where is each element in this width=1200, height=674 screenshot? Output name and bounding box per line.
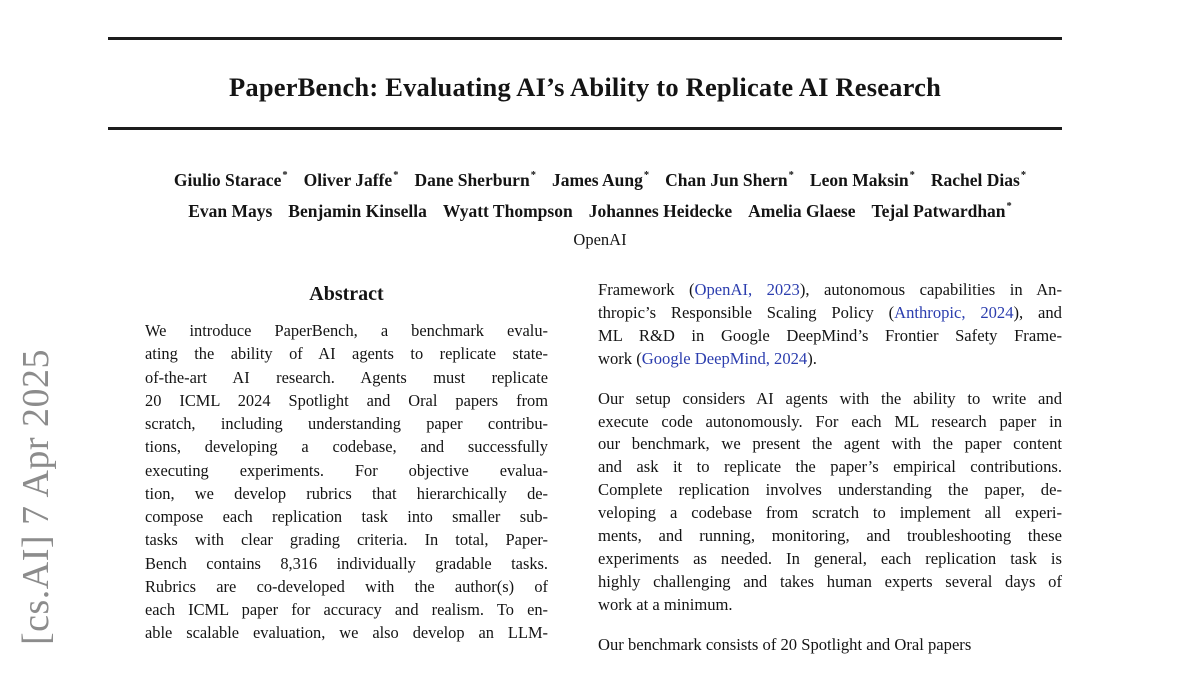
text-segment: able scalable evaluation, we also develop an LLM-	[145, 623, 548, 643]
author-row-1	[78, 163, 1122, 194]
citation-link[interactable]: Anthropic, 2024	[894, 302, 1014, 322]
text-line	[598, 411, 1062, 434]
author-name: Chan Jun Shern*	[665, 169, 794, 190]
author-footnote-mark: *	[1006, 200, 1012, 212]
text-segment: veloping a codebase from scratch to implement all experi-	[598, 503, 1062, 523]
text-segment: ments, and running, monitoring, and troubleshooting these	[598, 526, 1062, 546]
text-line	[145, 389, 548, 412]
text-segment: ), autonomous capabilities in An-	[799, 280, 1063, 299]
text-segment: thropic’s Responsible Scaling Policy (	[598, 302, 895, 322]
author-name: Rachel Dias*	[930, 169, 1027, 190]
title-rule-top	[108, 37, 1062, 40]
text-line	[145, 366, 548, 389]
text-line	[145, 528, 548, 551]
right-column	[598, 279, 1062, 674]
text-line	[598, 302, 1062, 325]
text-segment: work at a minimum.	[598, 594, 733, 614]
text-line	[145, 552, 548, 575]
author-footnote-mark: *	[393, 170, 399, 181]
text-line	[598, 548, 1062, 571]
author-footnote-mark: *	[1020, 170, 1027, 181]
text-line	[598, 279, 1062, 302]
paper-title: PaperBench: Evaluating AI’s Ability to Replicate AI Research	[228, 72, 942, 102]
text-segment: and ask it to replicate the paper’s empirical contributions.	[598, 457, 1062, 477]
author-footnote-mark: *	[909, 170, 915, 181]
text-line	[598, 479, 1062, 502]
author-footnote-mark: *	[282, 170, 288, 181]
author-footnote-mark: *	[788, 170, 794, 181]
text-line	[145, 319, 548, 342]
abstract-section	[145, 280, 548, 645]
text-line	[145, 459, 548, 482]
author-name: Evan Mays	[188, 200, 273, 221]
text-line	[598, 502, 1062, 525]
text-segment: ML R&D in Google DeepMind’s Frontier Safety Frame-	[598, 325, 1062, 345]
text-line	[145, 575, 548, 598]
text-line	[145, 435, 548, 458]
title-rule-bottom	[108, 127, 1062, 130]
text-segment: tion, we develop rubrics that hierarchically de-	[145, 483, 548, 503]
text-segment: compose each replication task into smaller sub-	[145, 507, 548, 526]
text-line	[598, 388, 1062, 411]
text-segment: each ICML paper for accuracy and realism. To en-	[145, 600, 548, 619]
paragraph	[598, 388, 1062, 617]
paragraph	[598, 634, 1062, 657]
author-footnote-mark: *	[643, 170, 650, 181]
affiliation: OpenAI	[573, 229, 627, 249]
text-line	[598, 325, 1062, 348]
author-name: Oliver Jaffe*	[303, 169, 399, 190]
author-name: Johannes Heidecke	[588, 200, 733, 221]
arxiv-watermark: [cs.AI] 7 Apr 2025	[15, 348, 57, 645]
text-line	[145, 598, 548, 621]
authors-block	[78, 163, 1122, 252]
author-name: Wyatt Thompson	[442, 200, 573, 221]
text-segment: work (	[598, 348, 642, 368]
abstract-body	[145, 319, 548, 645]
abstract-heading: Abstract	[309, 283, 384, 305]
text-segment: tions, developing a codebase, and successfully	[145, 437, 548, 457]
text-line	[598, 571, 1062, 594]
text-line	[598, 594, 1062, 617]
text-segment: experiments as needed. In general, each replication task is	[598, 548, 1062, 568]
text-line	[598, 525, 1062, 548]
author-footnote-mark: *	[530, 170, 536, 181]
text-line	[145, 621, 548, 644]
text-segment: ating the ability of AI agents to replicate state-	[145, 344, 548, 364]
citation-link[interactable]: Google DeepMind, 2024	[641, 348, 808, 368]
text-segment: highly challenging and takes human experts several days of	[598, 571, 1062, 591]
text-segment: ), and	[1013, 302, 1062, 322]
author-name: Amelia Glaese	[748, 200, 856, 221]
text-segment: We introduce PaperBench, a benchmark evalu-	[145, 321, 548, 340]
text-segment: of-the-art AI research. Agents must replicate	[145, 367, 548, 387]
author-name: Leon Maksin*	[809, 169, 915, 190]
text-segment: Rubrics are co-developed with the author(s) of	[145, 576, 548, 596]
text-segment: scratch, including understanding paper contribu-	[145, 414, 548, 433]
author-name: Giulio Starace*	[173, 169, 288, 190]
author-name: James Aung*	[551, 169, 650, 190]
text-segment: Our setup considers AI agents with the ability to write and	[598, 388, 1062, 408]
text-segment: Our benchmark consists of 20 Spotlight and Oral papers	[598, 634, 972, 654]
text-line	[598, 456, 1062, 479]
text-segment: executing experiments. For objective evalua-	[145, 460, 548, 480]
author-row-2	[78, 194, 1122, 225]
author-name: Dane Sherburn*	[414, 169, 536, 190]
text-line	[598, 433, 1062, 456]
paragraph	[598, 279, 1062, 371]
text-line	[145, 342, 548, 365]
text-segment: 20 ICML 2024 Spotlight and Oral papers from	[145, 390, 548, 410]
text-segment: ).	[807, 348, 817, 368]
text-segment: our benchmark, we present the agent with the paper content	[598, 434, 1062, 454]
text-line	[598, 348, 1062, 371]
text-segment: Framework (	[598, 280, 695, 299]
author-name: Benjamin Kinsella	[288, 200, 427, 221]
text-line	[598, 634, 1062, 657]
text-segment: execute code autonomously. For each ML research paper in	[598, 411, 1062, 431]
text-line	[145, 412, 548, 435]
text-segment: tasks with clear grading criteria. In total, Paper-	[145, 530, 548, 550]
author-name: Tejal Patwardhan*	[871, 200, 1012, 221]
text-segment: Complete replication involves understanding the paper, de-	[598, 480, 1062, 500]
text-line	[145, 482, 548, 505]
text-line	[145, 505, 548, 528]
citation-link[interactable]: OpenAI, 2023	[694, 280, 800, 299]
text-segment: Bench contains 8,316 individually gradable tasks.	[145, 553, 548, 573]
